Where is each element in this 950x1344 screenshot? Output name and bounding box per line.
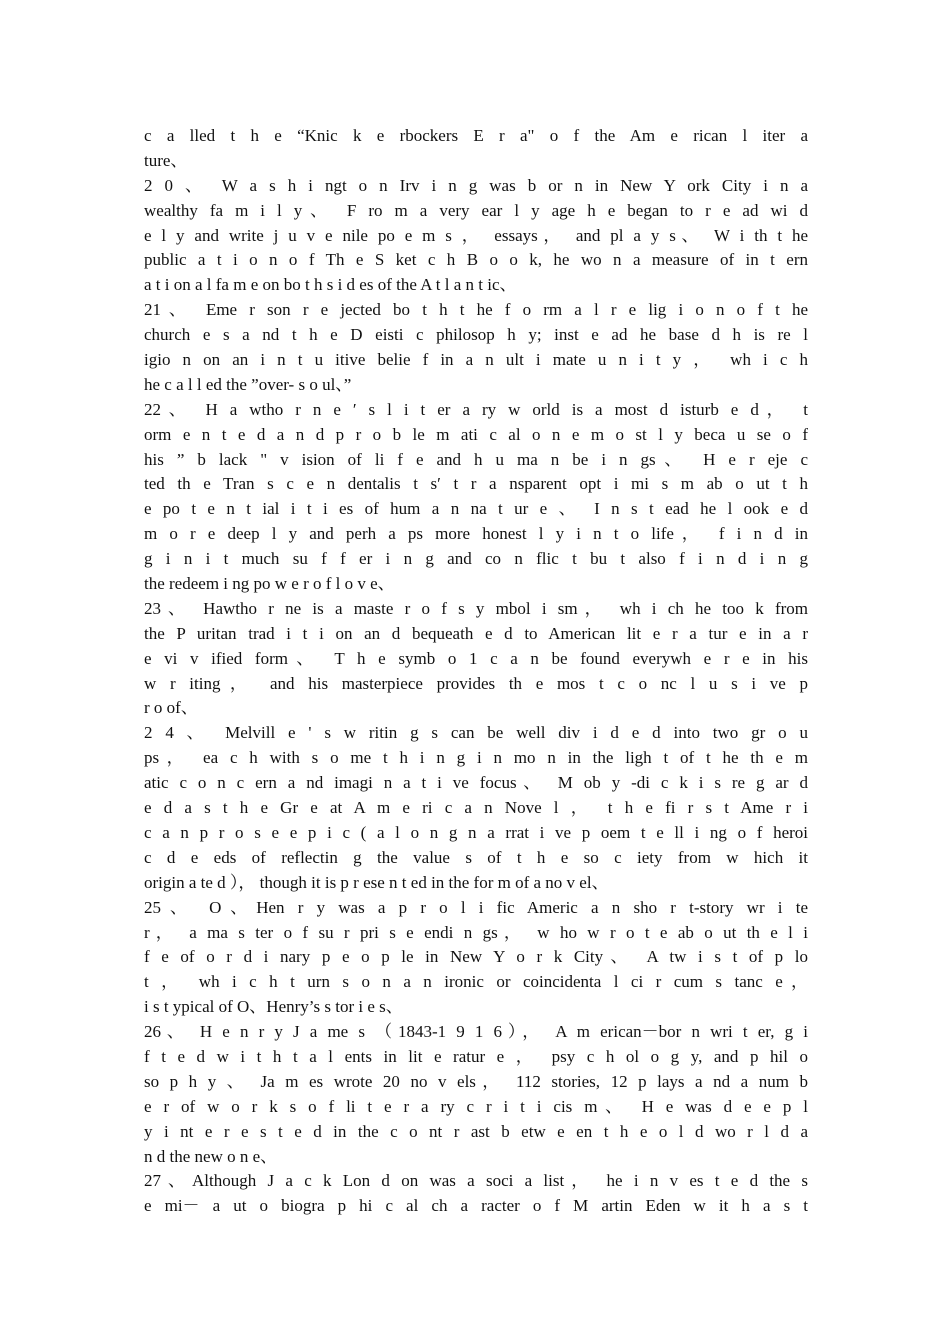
text-line: ture、 [144,150,188,170]
text-line: ps， ea c h with s o me t h i n g i n mo n in the ligh t of t he th e m [144,748,808,768]
text-line: the P uritan trad i t i on an d bequeath e d to American lit e r a tur e in a r [144,623,808,643]
document-page [144,124,808,1219]
text-line: e d a s t h e Gr e at A m e ri c a n Nove l ， t h e fi r s t Ame r i [144,798,808,818]
text-line: a t i on a l fa m e on bo t h s i d es of the A t l a n t ic、 [144,275,517,295]
text-line: wealthy fa m i l y、 F ro m a very ear l y age h e began to r e ad wi d [144,200,808,220]
text-line: 27、Although J a c k Lon d on was a soci a list， he i n v es t e d the s [144,1171,808,1191]
text-line: 26、 H e n r y J a me s （1843-1 9 1 6）， A m erican－bor n wri t er, g i [144,1022,808,1042]
text-line: the redeem i ng po w e r o f l o v e、 [144,574,395,594]
paragraph-item-24 [144,721,808,895]
text-line: church e s a nd t h e D eisti c philosop h y; inst e ad he base d h is re l [144,325,808,345]
text-line: origin a te d ）， though it is p r ese n t ed in the for m of a no v el、 [144,872,609,892]
text-line: w r iting， and his masterpiece provides th e mos t c o nc l u s i ve p [144,673,808,693]
text-line: f e of o r d i nary p e o p le in New Y o r k City、 A tw i s t of p lo [144,947,808,967]
text-line: his ” b lack " v ision of li f e and h u ma n be i n gs、 H e r eje c [144,449,808,469]
paragraph-item-27 [144,1169,808,1219]
paragraph-item-26 [144,1020,808,1169]
text-line: n d the new o n e、 [144,1146,278,1166]
text-line: e po t e n t ial i t i es of hum a n na t ur e 、 I n s t ead he l ook e d [144,499,808,519]
text-line: ted th e Tran s c e n dentalis t s′ t r a nsparent opt i mi s m ab o ut t h [144,474,808,494]
text-line: c a lled t h e “Knic k e rbockers E r a" o f the Am e rican l iter a [144,126,808,145]
text-line: e r of w o r k s o f li t e r a ry c r i t i cis m、 H e was d e e p l [144,1096,808,1116]
text-line: 21、 Eme r son r e jected bo t h t he f o rm a l r e lig i o n o f t he [144,300,808,320]
text-line: 22、 H a wtho r n e ′ s l i t er a ry w orld is a most d isturb e d， t [144,399,808,419]
text-line: 2 4 、 Melvill e ' s w ritin g s can be well div i d e d into two gr o u [144,723,808,743]
text-line: r， a ma s ter o f su r pri s e endi n gs， w ho w r o t e ab o ut th e l i [144,922,808,942]
text-line: he c a l l ed the ”over- s o ul、” [144,374,352,394]
text-line: m o r e deep l y and perh a ps more honest l y i n t o life， f i n d in [144,524,808,544]
text-line: r o of、 [144,698,198,718]
text-line: c a n p r o s e e p i c ( a l o n g n a rrat i ve p oem t e ll i ng o f heroi [144,822,808,842]
text-line: 2 0 、 W a s h i ngt o n Irv i n g was b or n in New Y ork City i n a [144,175,808,195]
text-line: t ， wh i c h t urn s o n a n ironic or coincidenta l ci r cum s tanc e， [144,972,808,992]
paragraph-item-21 [144,298,808,398]
paragraph-item-20 [144,174,808,298]
text-line: e vi v ified form、 T h e symb o 1 c a n be found everywh e r e in his [144,648,808,668]
text-line: f t e d w i t h t a l ents in lit e ratur e ， psy c h ol o g y, and p hil o [144,1046,808,1066]
paragraph-item-25 [144,896,808,1020]
text-line: g i n i t much su f f er i n g and co n flic t bu t also f i n d i n g [144,549,808,569]
text-line: atic c o n c ern a nd imagi n a t i ve focus、 M ob y -di c k i s re g ar d [144,773,808,793]
text-line: c d e eds of reflectin g the value s of t h e so c iety from w hich it [144,847,808,867]
paragraph-item-23 [144,597,808,721]
paragraph-intro-continuation [144,124,808,174]
paragraph-item-22 [144,398,808,597]
text-line: 25、 O、Hen r y was a p r o l i fic Americ a n sho r t-story wr i te [144,897,808,917]
text-line: igio n on an i n t u itive belie f in a n ult i mate u n i t y ， wh i c h [144,350,808,370]
text-line: so p h y 、 Ja m es wrote 20 no v els， 112 stories, 12 p lays a nd a num b [144,1071,808,1091]
text-line: 23、 Hawtho r ne is a maste r o f s y mbol i sm， wh i ch he too k from [144,598,808,618]
text-line: i s t ypical of O、Henry’s s tor i e s、 [144,997,403,1017]
text-line: e l y and write j u v e nile po e m s ， essays， and pl a y s、 W i th t he [144,225,808,245]
text-line: public a t i o n o f Th e S ket c h B o o k, he wo n a measure of in t ern [144,250,808,270]
text-line: y i nt e r e s t e d in the c o nt r ast b etw e en t h e o l d wo r l d a [144,1121,808,1141]
text-line: e mi－ a ut o biogra p hi c al ch a racter o f M artin Eden w it h a s t [144,1196,808,1216]
text-line: orm e n t e d a n d p r o b le m ati c al o n e m o st l y beca u se o f [144,424,808,444]
